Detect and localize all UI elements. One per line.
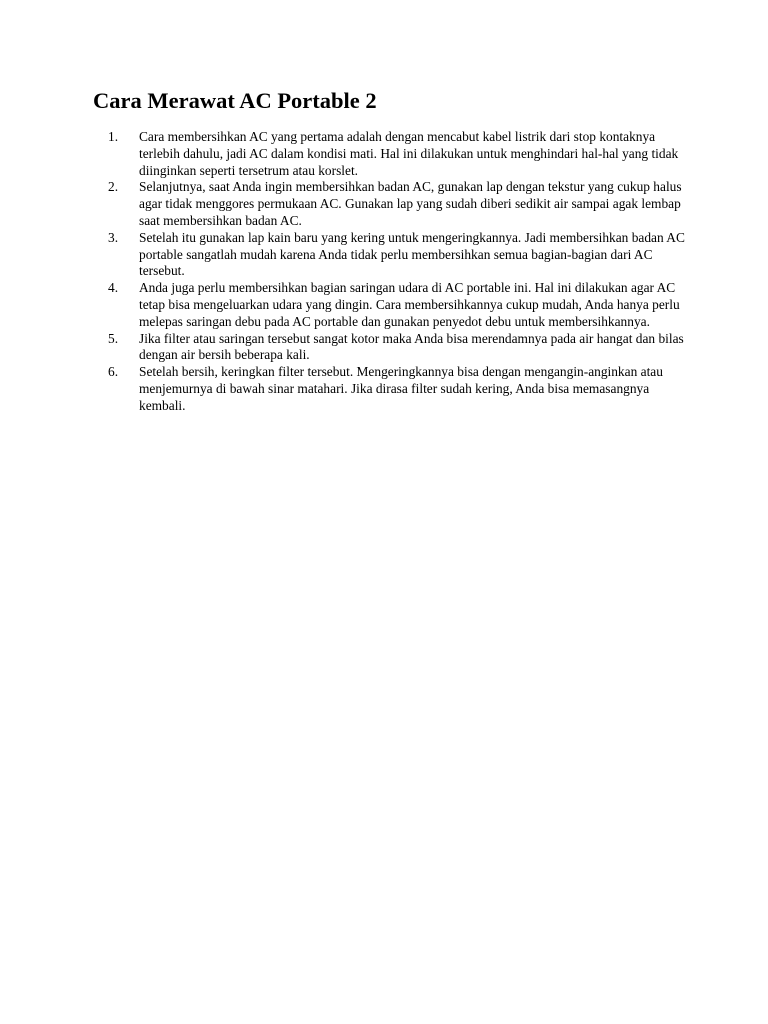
list-item — [108, 331, 688, 365]
step-number: 6. — [108, 364, 119, 380]
step-number: 3. — [108, 229, 119, 245]
step-text: Jika filter atau saringan tersebut sangat kotor maka Anda bisa merendamnya pada air hangat dan bilas dengan air bersih beberapa kali. — [139, 330, 684, 363]
step-number: 1. — [108, 129, 119, 144]
steps-list — [108, 129, 688, 415]
step-text: Cara membersihkan AC yang pertama adalah dengan mencabut kabel listrik dari stop kontaknya terlebih dahulu, jadi AC dalam kondisi mati. Hal ini dilakukan untuk menghindari hal-hal yang tidak diinginkan seperti tersetrum atau korslet. — [139, 129, 679, 178]
step-number: 4. — [108, 280, 119, 296]
step-number: 2. — [108, 179, 119, 195]
document-title: Cara Merawat AC Portable 2 — [93, 88, 377, 113]
list-item — [108, 179, 688, 229]
list-item — [108, 230, 688, 280]
step-text: Selanjutnya, saat Anda ingin membersihkan badan AC, gunakan lap dengan tekstur yang cukup halus agar tidak menggores permukaan AC. Gunakan lap yang sudah diberi sedikit air sampai agak lembap saat membersihkan badan AC. — [139, 179, 682, 228]
list-item — [108, 280, 688, 330]
list-item — [108, 129, 688, 179]
step-text: Setelah itu gunakan lap kain baru yang kering untuk mengeringkannya. Jadi membersihkan badan AC portable sangatlah mudah karena Anda tidak perlu membersihkan semua bagian-bagian dari AC tersebut. — [139, 229, 685, 279]
step-number: 5. — [108, 330, 119, 346]
step-text: Anda juga perlu membersihkan bagian saringan udara di AC portable ini. Hal ini dilakukan agar AC tetap bisa mengeluarkan udara yang dingin. Cara membersihkannya cukup mudah, Anda hanya perlu melepas saringan debu pada AC portable dan gunakan penyedot debu untuk membersihkannya. — [139, 280, 680, 329]
step-text: Setelah bersih, keringkan filter tersebut. Mengeringkannya bisa dengan mengangin-anginkan atau menjemurnya di bawah sinar matahari. Jika dirasa filter sudah kering, Anda bisa memasangnya kembali. — [139, 364, 663, 413]
list-item — [108, 364, 688, 414]
